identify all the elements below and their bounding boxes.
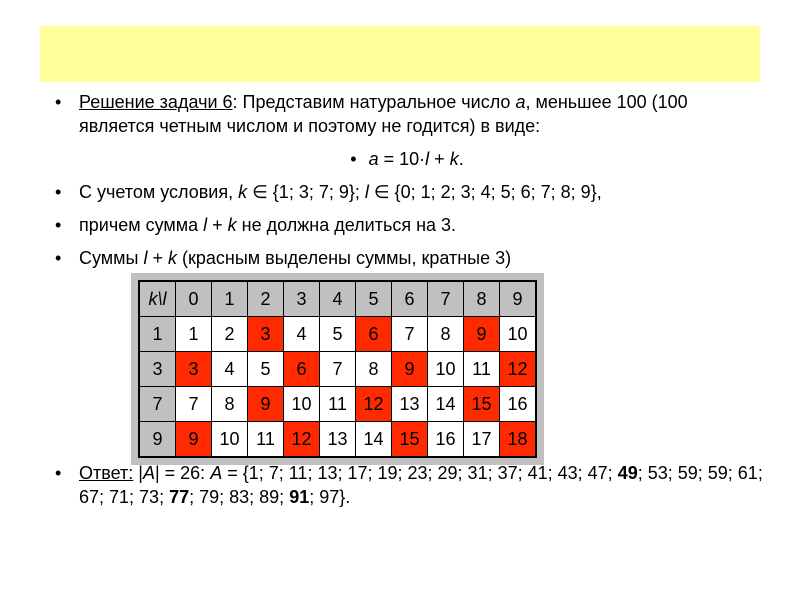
text: ∈ {0; 1; 2; 3; 4; 5; 6; 7; 8; 9}, — [368, 182, 602, 202]
text: ; 79; 83; 89; — [189, 487, 290, 507]
text: | = 26: — [154, 463, 211, 483]
var-k: k — [227, 215, 237, 235]
bullet-condition — [52, 180, 762, 204]
row-header-k-1: 1 — [139, 317, 176, 352]
bold-number: 49 — [617, 463, 638, 483]
row-header-k-7: 7 — [139, 387, 176, 422]
column-header-l-6: 6 — [392, 281, 428, 317]
sum-cell: 10 — [284, 387, 320, 422]
var-l: l — [425, 149, 430, 169]
bullet-divisibility — [52, 213, 762, 237]
answer-label: Ответ: — [79, 463, 134, 483]
sum-cell: 4 — [284, 317, 320, 352]
sum-cell: 4 — [212, 352, 248, 387]
column-header-l-5: 5 — [356, 281, 392, 317]
column-header-l-1: 1 — [212, 281, 248, 317]
text: | — [133, 463, 143, 483]
sum-cell: 10 — [428, 352, 464, 387]
sum-cell: 8 — [356, 352, 392, 387]
text: Суммы — [79, 248, 144, 268]
text: ; 97}. — [309, 487, 351, 507]
table-row — [139, 387, 536, 422]
sum-cell-multiple-of-3: 9 — [464, 317, 500, 352]
sum-cell-multiple-of-3: 9 — [392, 352, 428, 387]
sum-cell: 14 — [356, 422, 392, 458]
column-header-l-0: 0 — [176, 281, 212, 317]
var-k: k — [238, 182, 248, 202]
sum-cell: 13 — [392, 387, 428, 422]
sum-cell: 8 — [428, 317, 464, 352]
sum-cell: 1 — [176, 317, 212, 352]
sum-cell: 8 — [212, 387, 248, 422]
text: + — [147, 248, 169, 268]
text: причем сумма — [79, 215, 204, 235]
bold-number: 77 — [169, 487, 190, 507]
column-header-l-9: 9 — [500, 281, 537, 317]
sum-cell: 11 — [248, 422, 284, 458]
var-l: l — [203, 215, 208, 235]
sum-cell: 5 — [248, 352, 284, 387]
sum-cell: 10 — [212, 422, 248, 458]
sum-cell: 13 — [320, 422, 356, 458]
row-header-k-9: 9 — [139, 422, 176, 458]
sum-cell: 14 — [428, 387, 464, 422]
title-banner — [40, 26, 760, 82]
corner-cell: k\l — [139, 281, 176, 317]
dot: · — [419, 149, 426, 169]
sum-cell: 10 — [500, 317, 537, 352]
sum-cell: 2 — [212, 317, 248, 352]
text: : Представим натуральное число — [232, 92, 516, 112]
sum-cell: 7 — [320, 352, 356, 387]
sum-cell-multiple-of-3: 18 — [500, 422, 537, 458]
var-a: a — [368, 149, 379, 169]
var-A: A — [142, 463, 155, 483]
sum-cell: 5 — [320, 317, 356, 352]
text: = {1; 7; 11; 13; 17; 19; 23; 29; 31; 37; 41; 43; 47; — [222, 463, 618, 483]
sum-cell-multiple-of-3: 3 — [176, 352, 212, 387]
bold-number: 91 — [289, 487, 310, 507]
text: . — [458, 149, 464, 169]
sum-cell: 7 — [392, 317, 428, 352]
text: не должна делиться на 3. — [236, 215, 457, 235]
column-header-l-3: 3 — [284, 281, 320, 317]
column-header-l-4: 4 — [320, 281, 356, 317]
solution-link[interactable]: Решение задачи 6 — [79, 92, 233, 112]
table-row — [139, 352, 536, 387]
bullet-sums — [52, 246, 762, 270]
sum-cell: 11 — [464, 352, 500, 387]
table-row — [139, 422, 536, 458]
table-header-row — [139, 281, 536, 317]
sum-cell-multiple-of-3: 6 — [284, 352, 320, 387]
text: С учетом условия, — [79, 182, 239, 202]
var-l: l — [143, 248, 148, 268]
var-A: A — [210, 463, 223, 483]
text: ; 53; 59; 59; 61; 67; 71; 73; — [79, 463, 763, 507]
text: + — [207, 215, 228, 235]
text: , меньшее 100 (100 является четным числом и поэтому не годится) в виде: — [79, 92, 688, 136]
var-k: k — [449, 149, 459, 169]
sum-cell-multiple-of-3: 3 — [248, 317, 284, 352]
sum-cell-multiple-of-3: 9 — [248, 387, 284, 422]
sum-cell-multiple-of-3: 15 — [392, 422, 428, 458]
table-row — [139, 317, 536, 352]
bullet-formula — [52, 147, 762, 171]
column-header-l-8: 8 — [464, 281, 500, 317]
text: (красным выделены суммы, кратные 3) — [177, 248, 512, 268]
sum-cell: 16 — [500, 387, 537, 422]
sum-cell-multiple-of-3: 12 — [284, 422, 320, 458]
text: + — [429, 149, 450, 169]
sum-cell-multiple-of-3: 15 — [464, 387, 500, 422]
var-k: k — [168, 248, 178, 268]
solution-bullets — [52, 90, 762, 279]
sum-cell: 11 — [320, 387, 356, 422]
answer-bullet — [52, 461, 789, 509]
sum-cell-multiple-of-3: 6 — [356, 317, 392, 352]
var-l: l — [364, 182, 369, 202]
bullet-solution-intro — [52, 90, 762, 138]
column-header-l-2: 2 — [248, 281, 284, 317]
sum-cell-multiple-of-3: 12 — [356, 387, 392, 422]
column-header-l-7: 7 — [428, 281, 464, 317]
text: = 10 — [378, 149, 420, 169]
sum-cell: 16 — [428, 422, 464, 458]
sum-cell: 7 — [176, 387, 212, 422]
sum-cell: 17 — [464, 422, 500, 458]
sums-table — [138, 280, 537, 458]
text: ∈ {1; 3; 7; 9}; — [247, 182, 365, 202]
var-a: а — [515, 92, 526, 112]
sum-cell-multiple-of-3: 9 — [176, 422, 212, 458]
row-header-k-3: 3 — [139, 352, 176, 387]
sum-cell-multiple-of-3: 12 — [500, 352, 537, 387]
